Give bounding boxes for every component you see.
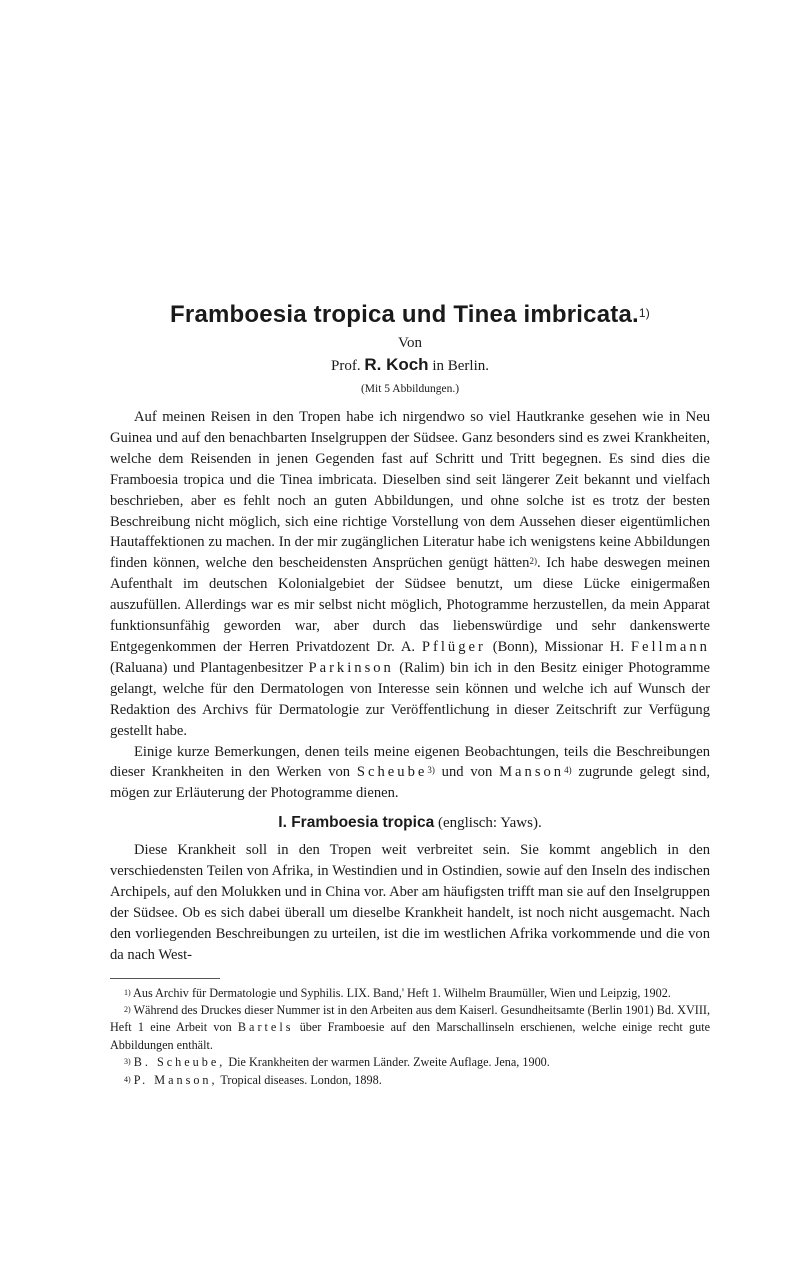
person-name: Bartels xyxy=(237,1020,294,1035)
footnote-text: Während des Druckes dieser Nummer ist in den Arbeiten aus dem Kaiserl. Gesundheitsamte (Berlin 1901) Bd. XVIII, Heft 1 eine Arbeit von xyxy=(110,1003,710,1035)
person-name: Manson xyxy=(499,764,565,781)
intro-paragraph-2 xyxy=(110,742,710,805)
title-text: Framboesia tropica und Tinea imbricata. xyxy=(170,301,639,328)
author-prefix: Prof. xyxy=(331,358,361,374)
text-run: (Ralim) bin ich in den Besitz einiger Photogramme gelangt, welche für den Dermatologen von Interesse sein können und welche ich auf Wunsch der Redaktion des Archivs für Dermatologie zur Veröffentlichung in dieser Zeitschrift zur Verfügung gestellt habe. xyxy=(110,659,710,739)
section-paragraph: Diese Krankheit soll in den Tropen weit verbreitet sein. Sie kommt angeblich in den verschiedensten Teilen von Afrika, in Westindien und in Ostindien, sowie auf den Inseln des indischen Archipels, auf den Molukken und in China vor. Aber am häufigsten trifft man sie auf den Inselgruppen der Südsee. Ob es sich dabei überall um dieselbe Krankheit handelt, ist noch nicht ausgemacht. Nach den vorliegenden Beschreibungen zu urteilen, ist die im westlichen Afrika vorkommende und die von da nach West- xyxy=(110,842,710,963)
section-title: I. Framboesia tropica xyxy=(278,814,435,832)
footnote-mark: 4) xyxy=(124,1074,131,1084)
footnote-text: Aus Archiv für Dermatologie und Syphilis. LIX. Band,' Heft 1. Wilhelm Braumüller, Wien und Leipzig, 1902. xyxy=(133,985,671,1000)
footnote-mark: 1) xyxy=(124,987,131,997)
footnote-mark: 2) xyxy=(124,1005,131,1015)
article-body xyxy=(110,407,710,966)
text-run: und von xyxy=(441,764,493,781)
footnote-ref: 3) xyxy=(427,765,435,776)
footnote-text: Tropical diseases. London, 1898. xyxy=(220,1072,382,1087)
text-run: . Ich habe deswegen meinen Aufenthalt im deutschen Kolonialgebiet der Südsee benutzt, um diese Lücke einigermaßen auszufüllen. Allerdings war es mir selbst nicht möglich, Photogramme herzustellen, da mein Apparat funktionsunfähig geworden war, aber durch das liebenswürdige und sehr dankenswerte Entgegenkommen der Herren Privatdozent Dr. A. xyxy=(110,555,710,655)
person-name: Scheube xyxy=(356,764,428,781)
section-heading xyxy=(110,812,710,834)
author-suffix: in Berlin. xyxy=(432,358,489,374)
footnote-ref: 2) xyxy=(529,556,537,567)
author-name: R. Koch xyxy=(364,355,429,374)
footnote-text: über Framboesie auf den Marschallinseln erschienen, welche einige recht gute Abbildungen enthält. xyxy=(110,1020,711,1052)
section-subtitle: (englisch: Yaws). xyxy=(437,815,542,832)
text-run: (Raluana) und Plantagenbesitzer xyxy=(110,659,304,676)
person-name: Pflüger xyxy=(421,638,486,655)
person-name: B. Scheube, xyxy=(133,1055,226,1070)
page xyxy=(110,300,710,1089)
von-line: Von xyxy=(398,335,422,351)
intro-paragraph-1 xyxy=(110,407,710,742)
text-run: zugrunde gelegt sind, mögen zur Erläuterung der Photogramme dienen. xyxy=(110,764,710,802)
title-footnote-mark: 1) xyxy=(638,306,650,320)
footnote-text: Die Krankheiten der warmen Länder. Zweite Auflage. Jena, 1900. xyxy=(228,1055,550,1070)
footnote-mark: 3) xyxy=(124,1057,131,1067)
footnote-3 xyxy=(110,1054,710,1071)
footnote-2 xyxy=(110,1002,710,1054)
illustrations-note: (Mit 5 Abbildungen.) xyxy=(360,383,460,395)
text-run: Einige kurze Bemerkungen, denen teils meine eigenen Beobachtungen, teils die Beschreibungen dieser Krankheiten in den Werken von xyxy=(110,743,710,781)
footnote-divider xyxy=(110,978,220,979)
text-run: Auf meinen Reisen in den Tropen habe ich nirgendwo so viel Hautkranke gesehen wie in Neu Guinea und auf den benachbarten Inselgruppen der Südsee. Ganz besonders sind es zwei Krankheiten, welche dem Reisenden in jenen Gegenden fast auf Schritt und Tritt begegnen. Es sind dies die Framboesia tropica und die Tinea imbricata. Dieselben sind seit längerer Zeit bekannt und vielfach beschrieben, aber es fehlt noch an guten Abbildungen, und ohne solche ist es trotz der besten Beschreibung nicht möglich, sich eine richtige Vorstellung von dem Aussehen dieser eigentümlichen Hautaffektionen zu machen. In der mir zugänglichen Literatur habe ich wenigstens keine Abbildungen finden können, welche den bescheidensten Ansprüchen genügt hätten xyxy=(110,409,710,572)
article-title xyxy=(110,300,710,330)
footnotes xyxy=(110,985,710,1089)
footnote-ref: 4) xyxy=(564,765,572,776)
footnote-1 xyxy=(110,985,710,1002)
person-name: P. Manson, xyxy=(133,1072,218,1087)
text-run: (Bonn), Missionar H. xyxy=(492,638,624,655)
author-line xyxy=(110,355,710,376)
person-name: Parkinson xyxy=(308,659,394,676)
person-name: Fellmann xyxy=(630,638,710,655)
footnote-4 xyxy=(110,1072,710,1089)
